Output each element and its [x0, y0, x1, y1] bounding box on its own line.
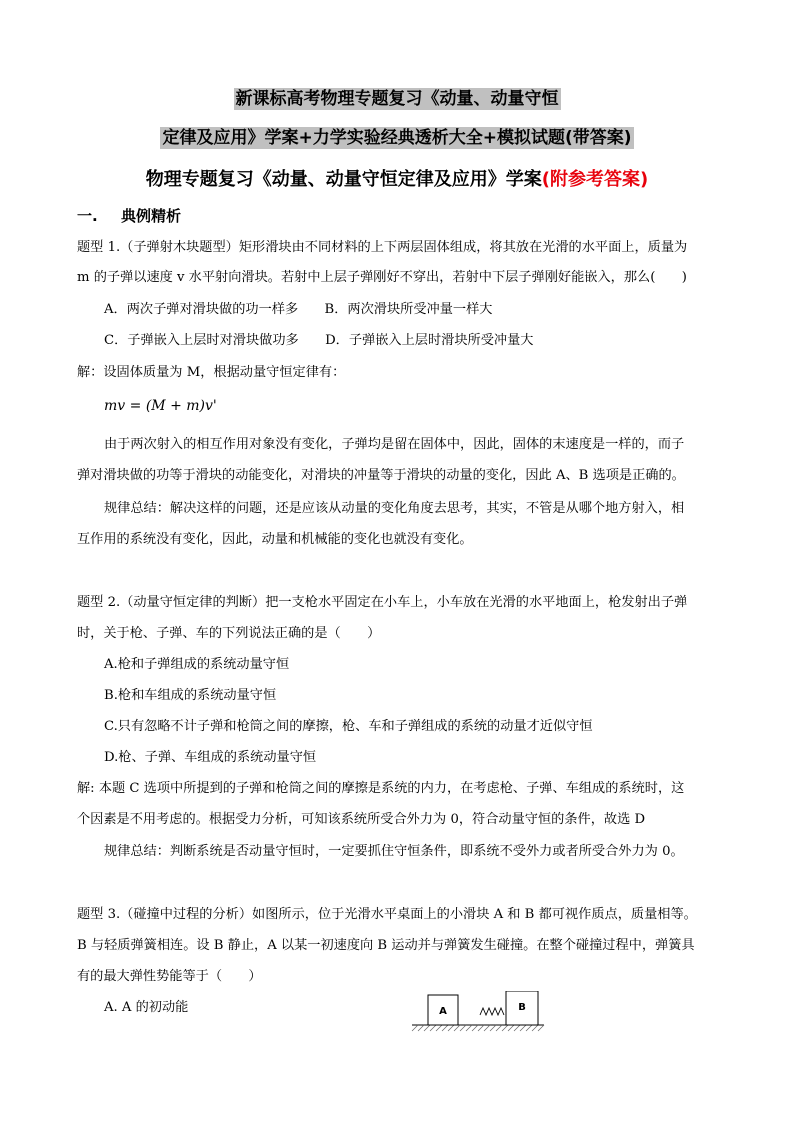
q1-rule-line-2: 互作用的系统没有变化，因此，动量和机械能的变化也就没有变化。	[77, 532, 473, 547]
subtitle-answer-note: (附参考答案)	[541, 169, 649, 190]
q1-solution-line-1: 由于两次射入的相互作用对象没有变化，子弹均是留在固体中，因此，固体的末速度是一样的，而子	[104, 437, 685, 452]
q2-rule: 规律总结：判断系统是否动量守恒时，一定要抓住守恒条件，即系统不受外力或者所受合外力为 0。	[104, 844, 684, 859]
doc-title-text-1: 新课标高考物理专题复习《动量、动量守恒	[235, 89, 559, 109]
q3-option-a: A. A 的初动能	[104, 1000, 189, 1015]
section-number: 一.	[77, 207, 98, 225]
block-b-label: B	[518, 1002, 526, 1013]
q3-stem-line-1: 题型 3.（碰撞中过程的分析）如图所示，位于光滑水平桌面上的小滑块 A 和 B 都可视作质点，质量相等。	[77, 907, 697, 922]
q1-stem-line-1: 题型 1.（子弹射木块题型）矩形滑块由不同材料的上下两层固体组成，将其放在光滑的水平面上，质量为	[77, 240, 688, 255]
q1-solution-intro: 解：设固体质量为 M，根据动量守恒定律有：	[77, 365, 346, 380]
doc-subtitle	[0, 167, 794, 193]
q2-option-c: C.只有忽略不计子弹和枪筒之间的摩擦，枪、车和子弹组成的系统的动量才近似守恒	[104, 719, 593, 734]
q1-formula: mv = (M + m)v'	[104, 398, 217, 414]
q2-stem-line-1: 题型 2.（动量守恒定律的判断）把一支枪水平固定在小车上，小车放在光滑的水平地面上，枪发射出子弹	[77, 595, 688, 610]
q3-stem-line-3: 有的最大弹性势能等于（ ）	[77, 969, 262, 984]
q2-option-d: D.枪、子弹、车组成的系统动量守恒	[104, 750, 317, 765]
q1-options-cd: C．子弹嵌入上层时对滑块做功多 D．子弹嵌入上层时滑块所受冲量大	[104, 333, 534, 348]
q3-stem-line-2: B 与轻质弹簧相连。设 B 静止，A 以某一初速度向 B 运动并与弹簧发生碰撞。在整个碰撞过程中，弹簧具	[77, 938, 695, 953]
doc-title-text-2: 定律及应用》学案+力学实验经典透析大全+模拟试题(带答案)	[162, 128, 632, 148]
table-hatching	[412, 1025, 544, 1031]
q2-option-a: A.枪和子弹组成的系统动量守恒	[104, 657, 290, 672]
doc-title-line-2	[0, 125, 794, 151]
q2-solution-line-2: 个因素是不用考虑的。根据受力分析，可知该系统所受合外力为 0，符合动量守恒的条件，故选 D	[77, 812, 646, 827]
q2-option-b: B.枪和车组成的系统动量守恒	[104, 688, 277, 703]
q1-stem-line-2: m 的子弹以速度 v 水平射向滑块。若射中上层子弹刚好不穿出，若射中下层子弹刚好能嵌入，那么( )	[77, 270, 687, 285]
q1-options-ab: A．两次子弹对滑块做的功一样多 B．两次滑块所受冲量一样大	[104, 302, 493, 317]
spring	[480, 1008, 504, 1015]
block-a-label: A	[439, 1006, 447, 1017]
q1-rule-line-1: 规律总结：解决这样的问题，还是应该从动量的变化角度去思考，其实，不管是从哪个地方射入，相	[104, 501, 685, 516]
q1-solution-line-2: 弹对滑块做的功等于滑块的动能变化，对滑块的冲量等于滑块的动量的变化，因此 A、B 选项是正确的。	[77, 468, 685, 483]
section-title: 典例精析	[121, 207, 182, 225]
q2-solution-line-1: 解: 本题 C 选项中所提到的子弹和枪筒之间的摩擦是系统的内力，在考虑枪、子弹、车组成的系统时，这	[77, 781, 685, 796]
q2-stem-line-2: 时，关于枪、子弹、车的下列说法正确的是（ ）	[77, 626, 381, 641]
collision-diagram	[410, 991, 546, 1033]
doc-title-line-1	[0, 86, 794, 112]
subtitle-main: 物理专题复习《动量、动量守恒定律及应用》学案	[145, 169, 542, 190]
section-heading	[77, 205, 181, 226]
